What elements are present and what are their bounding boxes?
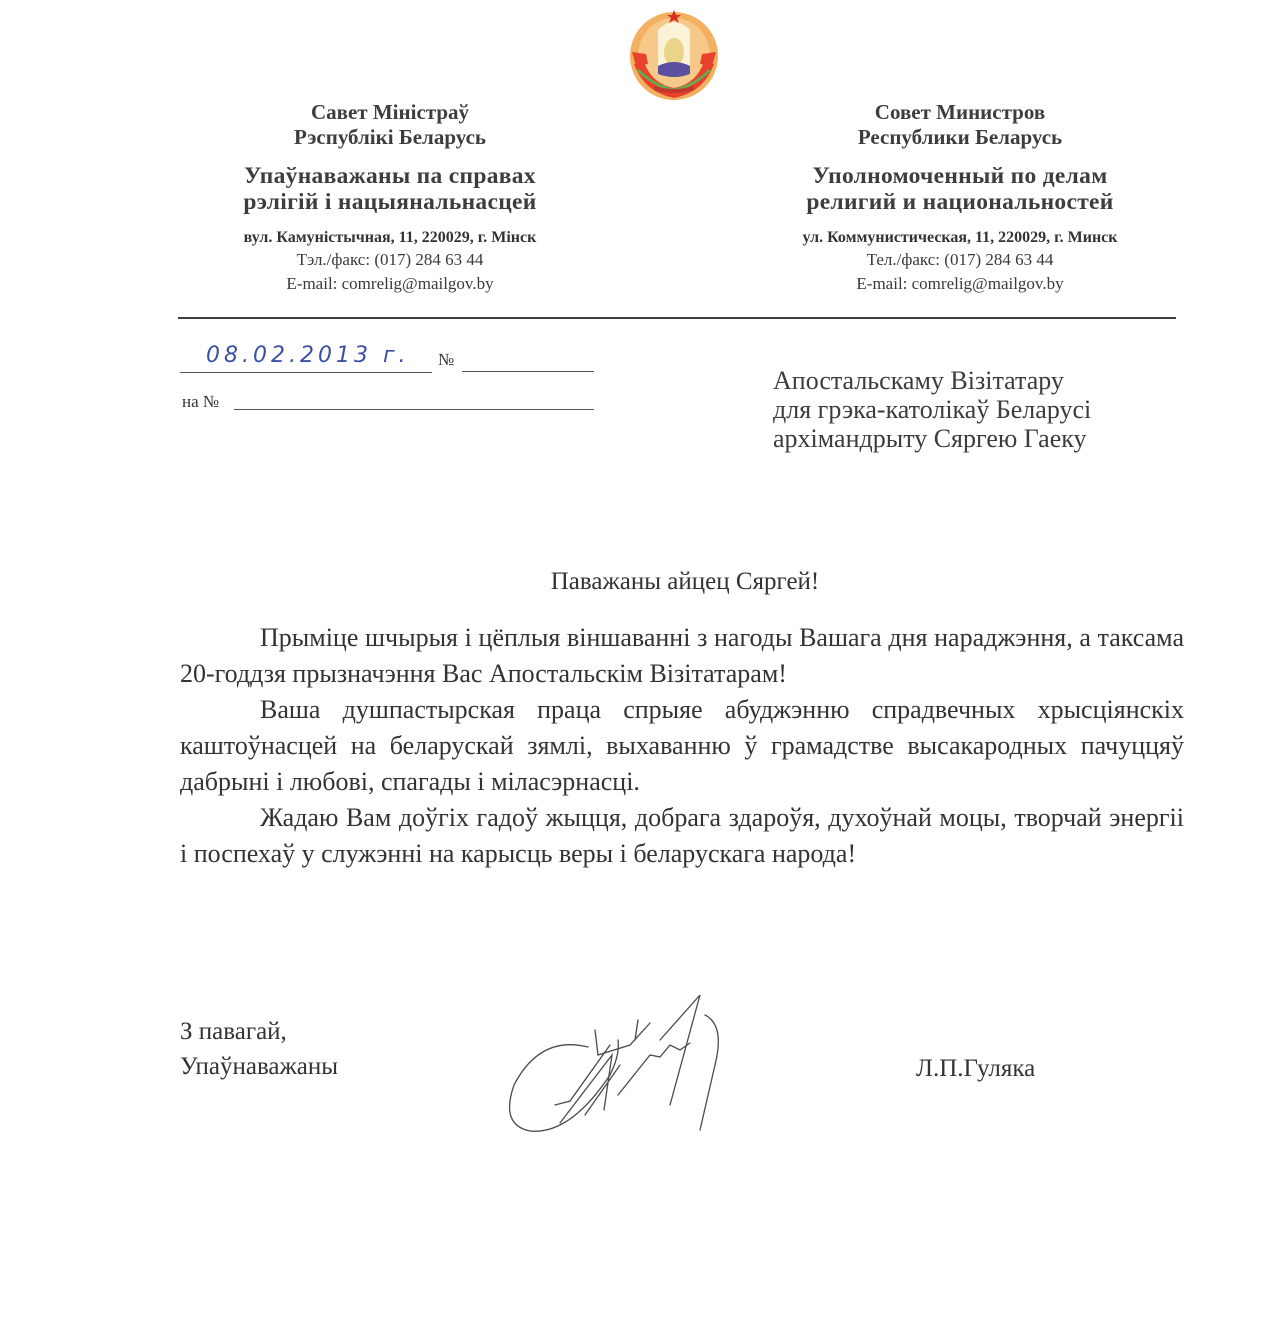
address: вул. Камуністычная, 11, 220029, г. Мінск [243,229,537,246]
office-name-line1: Уполномоченный по делам [812,163,1108,189]
body-paragraph: Жадаю Вам доўгіх гадоў жыцця, добрага здароўя, духоўнай моцы, творчай энергіі і поспехаў у служэнні на карысць веры і беларускага народа! [180,803,1184,868]
salutation: Паважаны айцец Сяргей! [550,568,820,595]
letterhead-right [725,100,1195,296]
phone: Тэл./факс: (017) 284 63 44 [296,250,484,269]
org-name-line2: Рэспублікі Беларусь [293,125,486,149]
letter-body [180,620,1184,872]
letterhead-divider [178,317,1176,319]
office-name-line2: рэлігій і нацыянальнасцей [243,189,537,215]
closing-phrase: З павагай, [180,1018,287,1045]
org-name-line1: Савет Міністраў [310,100,470,124]
body-paragraph: Прыміце шчырыя і цёплыя віншаванні з нагоды Вашага дня нараджэння, а таксама 20-годдзя прызначэння Вас Апостальскім Візітатарам! [180,623,1184,688]
closing-block [180,1014,338,1084]
addressee-line3: архімандрыту Сяргею Гаеку [773,424,1087,453]
state-emblem-belarus-icon [624,4,724,102]
signer-title: Упаўнаважаны [180,1053,339,1080]
addressee-block [773,366,1091,453]
letterhead-left [170,100,610,296]
org-name-line1: Совет Министров [874,100,1046,124]
date-underline [180,372,432,373]
date-field [180,343,432,373]
reference-label: на № [182,392,220,411]
date-handwritten: 08.02.2013 г. [206,343,410,368]
email: E-mail: comrelig@mailgov.by [286,274,494,293]
signer-name: Л.П.Гуляка [916,1055,1036,1082]
org-name-line2: Республики Беларусь [857,125,1063,149]
body-paragraph: Ваша душпастырская праца спрыяе абуджэнню спрадвечных хрысціянскіх каштоўнасцей на беларускай зямлі, выхаванню ў грамадстве высакародных пачуццяў дабрыні і любові, спагады і міласэрнасці. [180,695,1184,796]
office-name-line1: Упаўнаважаны па справах [244,163,536,189]
office-name-line2: религий и национальностей [806,189,1114,215]
address: ул. Коммунистическая, 11, 220029, г. Минск [802,229,1118,246]
email: E-mail: comrelig@mailgov.by [856,274,1064,293]
reference-underline [234,409,594,410]
phone: Тел./факс: (017) 284 63 44 [866,250,1054,269]
number-underline [462,371,594,372]
addressee-line1: Апостальскаму Візітатару [773,366,1064,395]
handwritten-signature-icon [500,985,770,1160]
addressee-line2: для грэка-католікаў Беларусі [773,395,1092,424]
number-label: № [438,350,455,369]
